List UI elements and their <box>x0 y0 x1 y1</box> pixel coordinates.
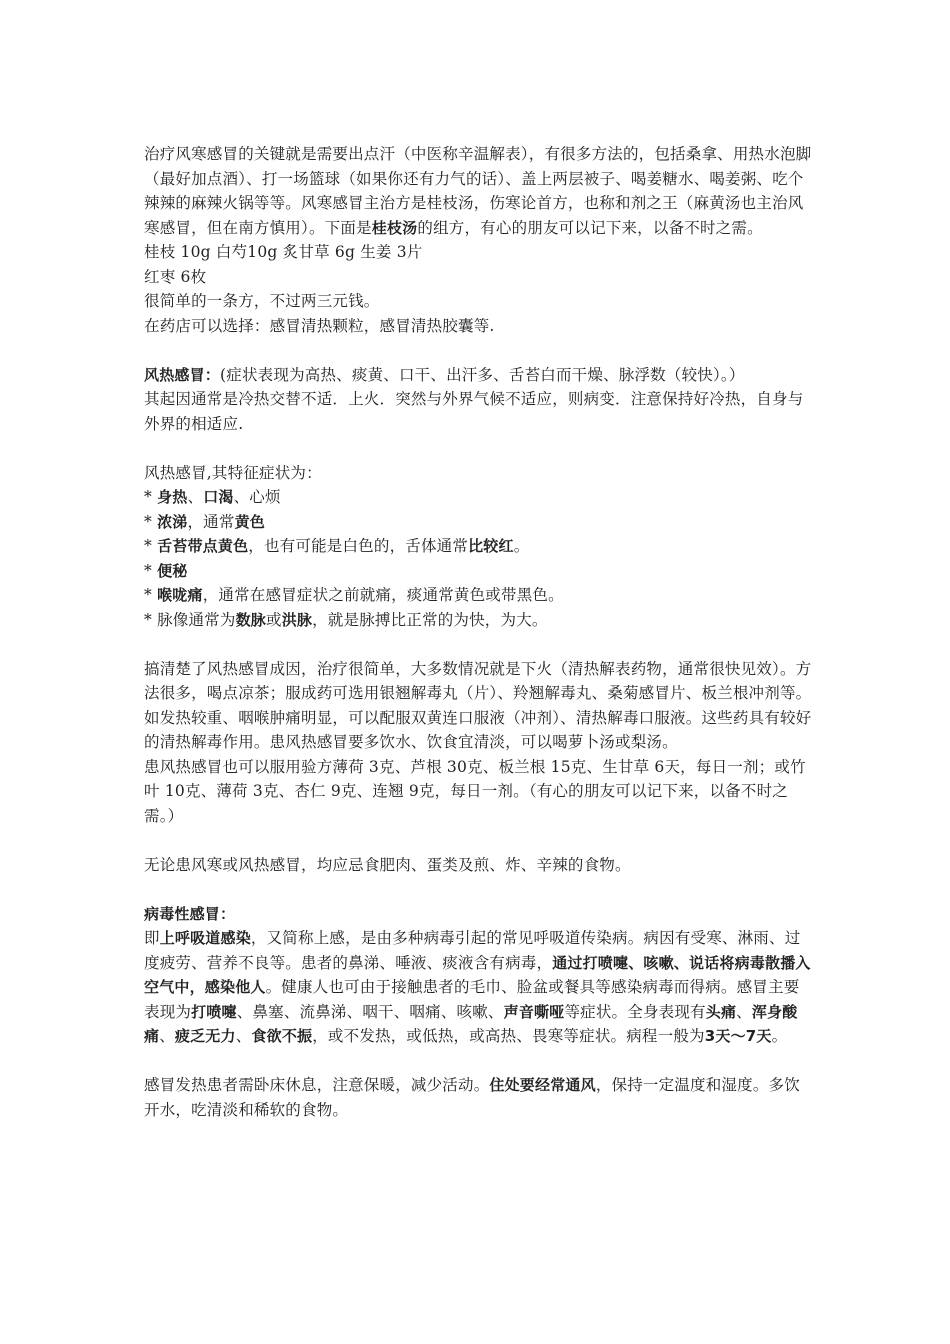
feature-item <box>144 608 814 633</box>
text-run: * <box>144 488 158 506</box>
recipe-line-1: 桂枝 10g 白芍10g 炙甘草 6g 生姜 3片 <box>144 243 423 261</box>
spacer <box>144 1049 814 1074</box>
text-run: * 脉像通常为 <box>144 610 236 629</box>
text-run: 。 <box>771 1027 788 1045</box>
text-run: 、 <box>235 1027 252 1045</box>
bold-text: 声音嘶哑 <box>503 1002 565 1021</box>
bold-text: 3天～7天 <box>704 1027 772 1045</box>
text-run: (症状表现为高热、痰黄、口干、出汗多、舌苔白而干燥、脉浮数（较快）。） 其起因通常是冷热交替不适．上火．突然与外界气候不适应，则病变．注意保持好冷热，自身与外界的相适应. <box>144 365 827 433</box>
feature-item <box>144 534 814 559</box>
wind-cold-paragraph <box>144 142 814 240</box>
feature-item <box>144 559 814 584</box>
text-run: * <box>144 512 158 531</box>
bold-text: 喉咙痛 <box>157 586 203 604</box>
text-run: ，通常 <box>187 512 235 531</box>
text-run: 、心烦 <box>233 488 281 506</box>
text-run: 感冒发热患者需卧床休息，注意保暖，减少活动。 <box>144 1076 490 1094</box>
text-run: ，保持一定温度和湿度。多饮开水，吃清淡和稀软的食物。 <box>144 1076 800 1119</box>
document-page <box>144 142 827 1122</box>
text-run: ，就是脉搏比正常的为快，为大。 <box>312 610 548 629</box>
bold-text: 比较红 <box>468 537 514 555</box>
text-run: 、 <box>159 1027 175 1045</box>
text-run: * <box>144 561 158 580</box>
wind-heat-treatment: 搞清楚了风热感冒成因，治疗很简单，大多数情况就是下火（清热解表药物，通常很快见效）。方法很多，喝点凉茶；服成药可选用银翘解毒丸（片）、羚翘解毒丸、桑菊感冒片、板兰根冲剂等。如发热较重、咽喉肿痛明显，可以配服双黄连口服液（冲剂）、清热解毒口服液。这些药具有较好的清热解毒作用。患风热感冒要多饮水、饮食宜清淡，可以喝萝卜汤或梨汤。 <box>144 659 812 751</box>
wind-heat-folk-recipe: 患风热感冒也可以服用验方薄荷 3克、芦根 30克、板兰根 15克、生甘草 6天，每日一剂；或竹叶 10克、薄荷 3克、杏仁 9克、连翘 9克，每日一剂。（有心的朋友可以记下来，以备不时之需。） <box>144 757 806 825</box>
bold-text: 浑身酸痛 <box>144 1002 798 1045</box>
feature-item <box>144 510 814 535</box>
recipe-line-2: 红枣 6枚 <box>144 267 207 286</box>
bold-text: 桂枝汤 <box>371 218 418 237</box>
text-run: 等症状。全身表现有 <box>564 1002 706 1021</box>
text-run: 。 <box>513 537 530 555</box>
bold-text: 洪脉 <box>281 610 313 629</box>
viral-cold-title: 病毒性感冒： <box>144 904 236 923</box>
spacer <box>144 877 814 902</box>
recipe-note: 很简单的一条方，不过两三元钱。 <box>144 292 380 310</box>
text-run: ，又简称上感，是由多种病毒引起的常见呼吸道传染病。病因有受寒、淋雨、过度疲劳、营养不良等。患者的鼻涕、唾液、痰液含有病毒， <box>144 929 801 972</box>
bold-text: 便秘 <box>157 561 188 580</box>
text-run: 、 <box>736 1002 752 1021</box>
text-run: 或 <box>265 610 282 629</box>
bold-text: 口渴 <box>203 488 234 506</box>
feature-item <box>144 583 814 608</box>
pharmacy-note: 在药店可以选择：感冒清热颗粒，感冒清热胶囊等. <box>144 316 495 335</box>
wind-heat-features-title: 风热感冒,其特征症状为： <box>144 463 322 482</box>
bold-text: 疲乏无力 <box>174 1027 236 1045</box>
bold-text: 浓涕 <box>157 512 188 531</box>
diet-note: 无论患风寒或风热感冒，均应忌食肥肉、蛋类及煎、炸、辛辣的食物。 <box>144 855 631 874</box>
bold-text: 风热感冒： <box>144 365 221 384</box>
spacer <box>144 828 814 853</box>
text-run: 、 <box>187 488 204 506</box>
text-run: ，通常在感冒症状之前就痛，痰通常黄色或带黑色。 <box>202 586 564 604</box>
bold-text: 食欲不振 <box>251 1027 313 1045</box>
bold-text: 上呼吸道感染 <box>159 929 251 947</box>
text-run: * <box>144 586 158 604</box>
bold-text: 身热 <box>157 488 188 506</box>
spacer <box>144 338 814 363</box>
wind-heat-intro <box>144 363 827 437</box>
spacer <box>144 632 814 657</box>
text-run: 的组方，有心的朋友可以记下来，以备不时之需。 <box>417 218 763 237</box>
text-run: 、鼻塞、流鼻涕、咽干、咽痛、咳嗽、 <box>236 1002 504 1021</box>
text-run: ，也有可能是白色的，舌体通常 <box>248 537 469 555</box>
text-run: 即 <box>144 929 160 947</box>
bold-text: 舌苔带点黄色 <box>157 537 249 555</box>
bold-text: 数脉 <box>235 610 266 629</box>
bold-text: 黄色 <box>234 512 265 531</box>
spacer <box>144 436 814 461</box>
text-run: 。健康人也可由于接触患者的毛巾、脸盆或餐具等感染病毒而得病。感冒主要表现为 <box>144 978 800 1021</box>
viral-cold-body <box>144 926 814 1049</box>
feature-item <box>144 485 814 510</box>
text-run: 治疗风寒感冒的关键就是需要出点汗（中医称辛温解表），有很多方法的，包括桑拿、用热水泡脚（最好加点酒）、打一场篮球（如果你还有力气的话）、盖上两层被子、喝姜糖水、喝姜粥、吃个辣辣的麻辣火锅等等。风寒感冒主治方是桂枝汤，伤寒论首方，也称和剂之王（麻黄汤也主治风寒感冒，但在南方慎用）。下面是 <box>144 145 812 237</box>
text-run: * <box>144 537 158 555</box>
bold-text: 头痛 <box>705 1002 737 1021</box>
text-run: ，或不发热，或低热，或高热、畏寒等症状。病程一般为 <box>312 1027 705 1045</box>
bold-text: 住处要经常通风 <box>489 1076 596 1094</box>
viral-cold-care <box>144 1073 814 1122</box>
bold-text: 通过打喷嚏、咳嗽、说话将病毒散播入空气中，感染他人 <box>144 953 811 996</box>
bold-text: 打喷嚏 <box>191 1002 237 1021</box>
